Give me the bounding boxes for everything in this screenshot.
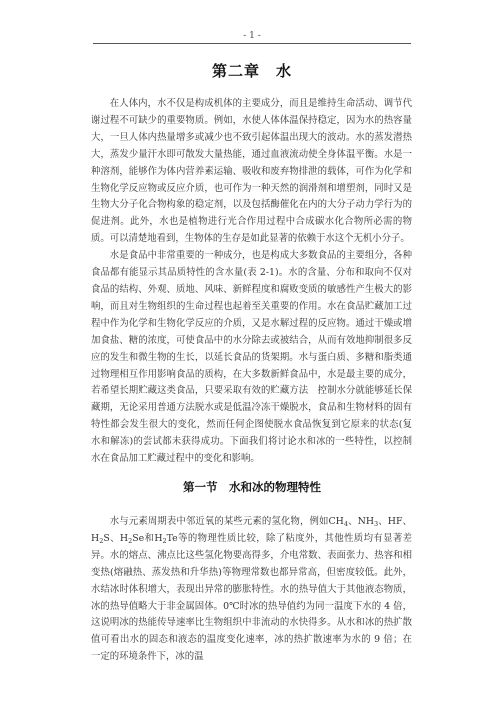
subscript: 4 xyxy=(343,520,348,528)
intro-text xyxy=(91,96,412,468)
subscript: 2 xyxy=(128,536,133,545)
header-rule xyxy=(93,43,411,44)
text-run: S、H xyxy=(103,532,129,544)
text-run: 水与元素周期表中邻近氧的某些元素的氢化物，例如CH xyxy=(109,516,344,527)
subscript: 2 xyxy=(162,536,167,545)
section-text xyxy=(91,514,412,666)
text-run: Se和H xyxy=(132,532,163,544)
subscript: 2 xyxy=(99,536,104,545)
text-run: 、HF、H xyxy=(91,516,412,544)
subscript: 3 xyxy=(374,520,379,528)
section-paragraph xyxy=(91,514,412,666)
intro-paragraph: 水是食品中非常重要的一种成分，也是构成大多数食品的主要组分，各种食品都有能显示其品质特性的含水量(表 2-1)。水的含量、分布和取向不仅对食品的结构、外观、质地、风味、新鲜程度和腐败变质的敏感性产生极大的影响，而且对生物组织的生命过程也起着至关重要的作用。水在食品贮藏加工过程中作为化学和生物化学反应的介质，又是水解过程的反应物。通过干燥或增加食盐、糖的浓度，可使食品中的水分除去或被结合，从而有效地抑制很多反应的发生和微生物的生长，以延长食品的货架期。水与蛋白质、多糖和脂类通过物理相互作用影响食品的质构，在大多数新鲜食品中，水是最主要的成分，若希望长期贮藏这类食品，只要采取有效的贮藏方法 控制水分就能够延长保藏期，无论采用普通方法脱水或是低温冷冻干燥脱水，食品和生物材料的固有特性都会发生很大的变化，然而任何企图使脱水食品恢复到它原来的状态(复水和解冻)的尝试都未获得成功。下面我们将讨论水和冰的一些特性，以控制水在食品加工贮藏过程中的变化和影响。 xyxy=(91,250,412,465)
chapter-title: 第二章 水 xyxy=(211,62,292,80)
page-number: - 1 - xyxy=(243,31,261,41)
text-run: 、NH xyxy=(347,516,375,527)
text-run: Te等的物理性质比较，除了粘度外，其他性质均有显著差异。水的熔点、沸点比这些氢化物要高得多，介电常数、表面张力、热容和相变热(熔融热、蒸发热和升华热)等物理常数也都异常高，但密度较低。此外，水结冰时体积增大，表现出异常的膨胀特性。水的热导值大于其他液态物质，冰的热导值略大于非金属固体。0℃时冰的热导值约为同一温度下水的 4 倍，这说明冰的热能传导速率比生物组织中非流动的水快得多。从水和冰的热扩散值可看出水的固态和液态的温度变化速率，冰的热扩散速率为水的 9 倍；在一定的环境条件下，冰的温 xyxy=(91,532,412,663)
section-title: 第一节 水和冰的物理特性 xyxy=(183,480,321,494)
intro-paragraph: 在人体内，水不仅是构成机体的主要成分，而且是维持生命活动、调节代谢过程不可缺少的重要物质。例如，水使人体体温保持稳定，因为水的热容量大，一旦人体内热量增多或减少也不致引起体温出现大的波动。水的蒸发潜热大，蒸发少量汗水即可散发大量热能，通过血液流动使全身体温平衡。水是一种溶剂，能够作为体内营养素运输、吸收和废弃物排泄的载体，可作为化学和生物化学反应物或反应介质，也可作为一种天然的润滑剂和增塑剂，同时又是生物大分子化合物构象的稳定剂，以及包括酶催化在内的大分子动力学行为的促进剂。此外，水也是植物进行光合作用过程中合成碳水化合物所必需的物质。可以清楚地看到，生物体的生存是如此显著的依赖于水这个无机小分子。 xyxy=(91,98,412,245)
